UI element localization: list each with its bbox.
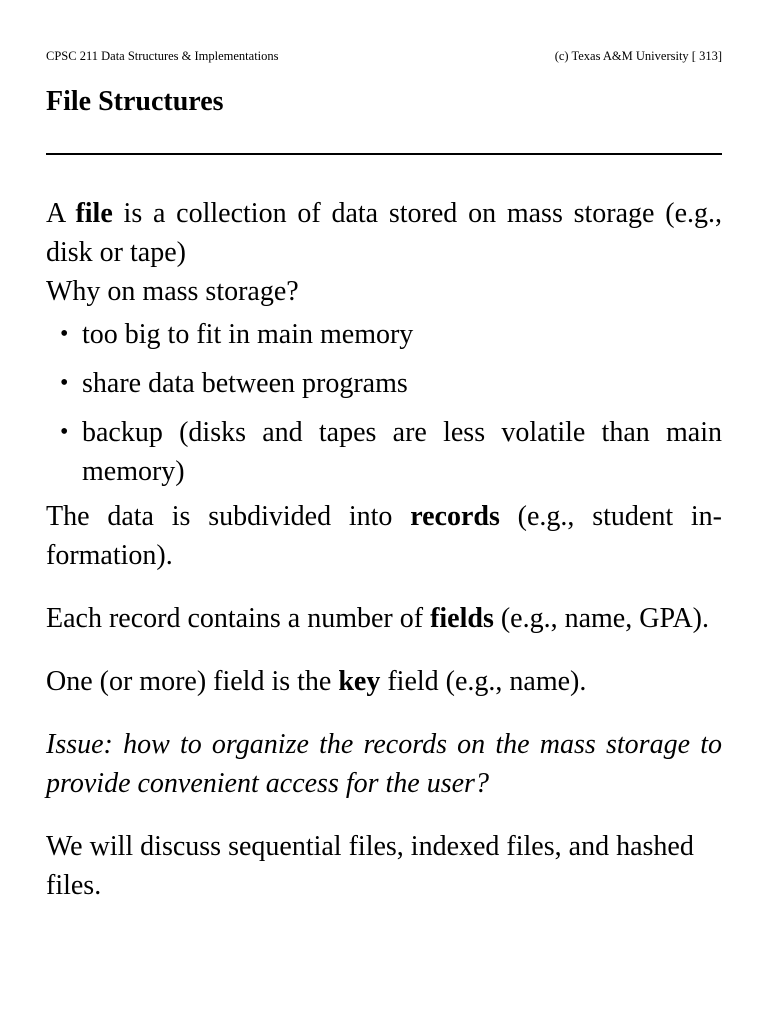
list-item-text: share data between programs [82, 368, 408, 399]
bullet-icon: • [60, 370, 69, 396]
why-mass-storage-question: Why on mass storage? [46, 276, 299, 307]
text-span: One (or more) field is the [46, 666, 339, 697]
copyright-page-number: (c) Texas A&M University [ 313] [554, 49, 722, 63]
fields-paragraph [46, 599, 722, 638]
key-term: key [338, 666, 381, 697]
slide-body [46, 194, 722, 905]
text-span: The data is subdivided into [46, 501, 411, 532]
list-item [46, 413, 722, 491]
course-name: CPSC 211 Data Structures & Implementations [46, 49, 279, 63]
slide-title: File Structures [46, 86, 224, 117]
text-span: A [46, 198, 76, 229]
records-term: records [410, 501, 500, 532]
file-definition-paragraph [46, 194, 722, 272]
reasons-list [46, 315, 722, 491]
text-span: field (e.g., name). [380, 666, 587, 697]
text-span: (e.g., name, GPA). [493, 603, 709, 634]
summary-paragraph: We will discuss sequential files, indexed files, and hashed files. [46, 831, 694, 901]
text-span: (e.g., student in-formation). [46, 501, 722, 571]
bullet-icon: • [60, 419, 69, 445]
file-term: file [75, 198, 113, 229]
bullet-icon: • [60, 321, 69, 347]
title-divider [46, 153, 722, 155]
list-item-text: too big to fit in main memory [82, 319, 414, 350]
records-paragraph [46, 497, 722, 575]
slide-header [46, 49, 722, 64]
fields-term: fields [430, 603, 494, 634]
issue-paragraph: Issue: how to organize the records on the mass storage to provide convenient access for the user? [46, 729, 722, 799]
text-span: Each record contains a number of [46, 603, 431, 634]
list-item-text: backup (disks and tapes are less volatile than main memory) [82, 417, 722, 487]
text-span: is a collection of data stored on mass storage (e.g., disk or tape) [46, 198, 722, 268]
list-item [46, 364, 722, 403]
key-paragraph [46, 662, 722, 701]
list-item [46, 315, 722, 354]
